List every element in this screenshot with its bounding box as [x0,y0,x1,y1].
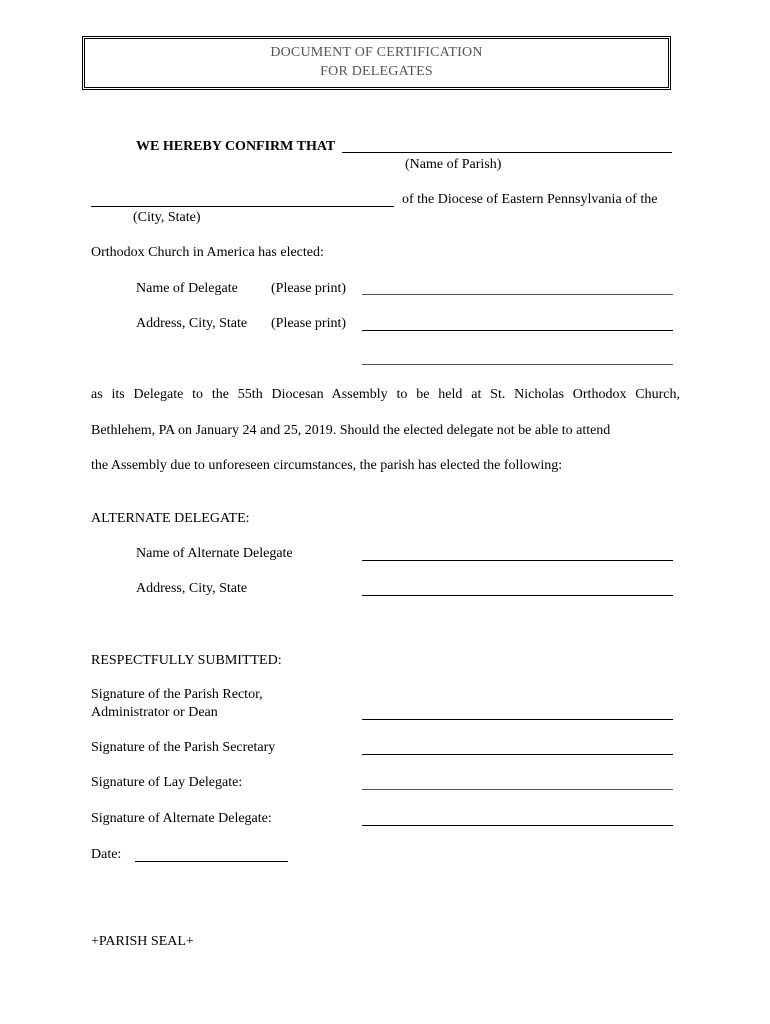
delegate-address-field-1[interactable] [362,330,673,331]
alternate-address-label: Address, City, State [136,581,248,596]
rector-signature-field[interactable] [362,719,673,720]
alternate-address-field[interactable] [362,595,673,596]
alternate-heading: ALTERNATE DELEGATE: [91,511,250,526]
document-subtitle: FOR DELEGATES [320,64,433,79]
rector-label-2: Administrator or Dean [91,705,218,720]
alternate-signature-field[interactable] [362,825,673,826]
rector-label-1: Signature of the Parish Rector, [91,687,263,702]
city-caption: (City, State) [133,210,201,225]
diocese-text: of the Diocese of Eastern Pennsylvania of the [402,192,658,207]
delegate-address-field-2[interactable] [362,364,673,365]
date-label: Date: [91,847,122,862]
church-text: Orthodox Church in America has elected: [91,245,324,260]
secretary-label: Signature of the Parish Secretary [91,740,276,755]
delegate-name-label: Name of Delegate [136,281,238,296]
body-line-2: Bethlehem, PA on January 24 and 25, 2019. Should the elected delegate not be able to attend [91,423,611,438]
parish-seal-label: +PARISH SEAL+ [91,934,194,949]
parish-name-field[interactable] [342,152,672,153]
alternate-signature-label: Signature of Alternate Delegate: [91,811,272,826]
lay-delegate-signature-field[interactable] [362,789,673,790]
lay-delegate-label: Signature of Lay Delegate: [91,775,243,790]
alternate-name-field[interactable] [362,560,673,561]
city-state-field[interactable] [91,206,394,207]
document-title: DOCUMENT OF CERTIFICATION [270,45,483,60]
body-line-1: as its Delegate to the 55th Diocesan Assembly to be held at St. Nicholas Orthodox Church, [91,387,680,402]
parish-caption: (Name of Parish) [405,157,502,172]
confirm-lead: WE HEREBY CONFIRM THAT [136,139,336,154]
delegate-address-label: Address, City, State [136,316,248,331]
body-line-3: the Assembly due to unforeseen circumstances, the parish has elected the following: [91,458,563,473]
delegate-name-field[interactable] [362,294,673,295]
secretary-signature-field[interactable] [362,754,673,755]
delegate-address-hint: (Please print) [271,316,347,331]
date-field[interactable] [135,861,288,862]
submitted-heading: RESPECTFULLY SUBMITTED: [91,653,282,668]
delegate-name-hint: (Please print) [271,281,347,296]
title-box [82,36,671,90]
alternate-name-label: Name of Alternate Delegate [136,546,293,561]
